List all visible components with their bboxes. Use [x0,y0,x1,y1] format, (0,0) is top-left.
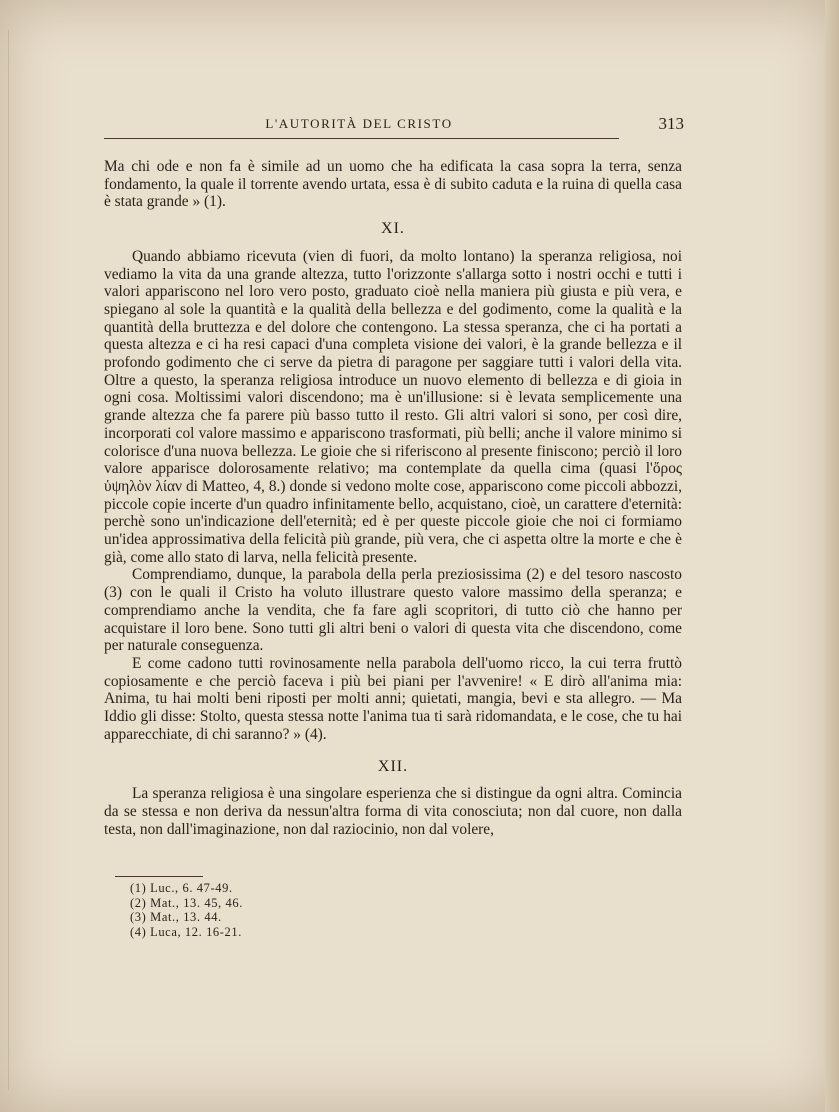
header-rule [104,138,619,139]
footnote-rule [115,876,203,877]
footnotes [130,881,243,939]
footnote-1: (1) Luc., 6. 47-49. [130,881,233,895]
paragraph-xi-2: Comprendiamo, dunque, la parabola della perla preziosissima (2) e del tesoro nascosto (3) con le quali il Cristo ha voluto illustrare questo valore massimo della speranza; e comprendiamo anche la vendita, che fa fare agli scopritori, di tutto ciò che hanno per acquistare il loro bene. Sono tutti gli altri beni o valori di questa vita che discendono, come per naturale conseguenza. [104,566,682,655]
page-number: 313 [658,114,684,133]
body-text [104,158,682,838]
running-head: L'AUTORITÀ DEL CRISTO [265,116,453,131]
section-heading-xi: XI. [381,220,405,238]
paragraph-intro: Ma chi ode e non fa è simile ad un uomo che ha edificata la casa sopra la terra, senza fondamento, la quale il torrente avendo urtata, essa è di subito caduta e la ruina di quella casa è stata grande » (1). [104,158,682,211]
paragraph-xi-3: E come cadono tutti rovinosamente nella parabola dell'uomo ricco, la cui terra fruttò copiosamente e che perciò faceva i più bei piani per l'avvenire! « E dirò all'anima mia: Anima, tu hai molti beni riposti per molti anni; quietati, mangia, bevi e sta allegro. — Ma Iddio gli disse: Stolto, questa stessa notte l'anima tua ti sarà ridomandata, e le cose, che tu hai apparecchiate, di chi saranno? » (4). [104,654,682,743]
footnote-2: (2) Mat., 13. 45, 46. [130,895,243,910]
section-heading-xii: XII. [377,757,409,775]
page-edge [825,0,839,1112]
page-fold [8,30,9,1090]
footnote-3: (3) Mat., 13. 44. [130,910,222,924]
page-header [104,114,684,138]
paragraph-xii-1: La speranza religiosa è una singolare esperienza che si distingue da ogni altra. Comincia da se stessa e non deriva da nessun'altra forma di vita conosciuta; non dal cuore, non dalla testa, non dall'imaginazione, non dal raziocinio, non dal volere, [104,785,682,838]
footnote-4: (4) Luca, 12. 16-21. [130,924,242,939]
paragraph-xi-1: Quando abbiamo ricevuta (vien di fuori, da molto lontano) la speranza religiosa, noi vediamo la vita da una grande altezza, tutto l'orizzonte s'allarga sotto i nostri occhi e tutti i valori appariscono nel loro vero posto, graduato cioè nella maniera più giusta e più vera, e spiegano al sole la quantità e la qualità della bellezza e del godimento, come la qualità e la quantità della bruttezza e del dolore che contengono. La stessa speranza, che ci ha portati a questa altezza e ci ha resi capaci d'una completa visione dei valori, è la grande bellezza e il profondo godimento che ci serve da pietra di paragone per saggiare tutti i valori della vita. Oltre a questo, la speranza religiosa introduce un nuovo elemento di bellezza e di gioia in ogni cosa. Moltissimi valori discendono; ma è un'illusione: si è levata semplicemente una grande altezza che fa parere più basso tutto il resto. Gli altri valori si sono, per così dire, incorporati col valore massimo e appariscono trasformati, più belli; anche il valore minimo si colorisce d'una nuova bellezza. Le gioie che si riferiscono al presente finiscono; perciò il loro valore apparisce dolorosamente relativo; ma contemplate da quella cima (quasi l'ὄρος ὑψηλὸν λίαν di Matteo, 4, 8.) donde si vedono molte cose, appariscono come piccoli abbozzi, piccole copie incerte d'un quadro infinitamente bello, acquistano, cioè, un carattere d'eternità: perchè sono un'indicazione dell'eternità; ed è per queste piccole gioie che noi ci formiamo un'idea approssimativa della felicità più grande, più vera, che ci aspetta oltre la morte e che è già, come allo stato di larva, nella felicità presente. [104,247,682,566]
